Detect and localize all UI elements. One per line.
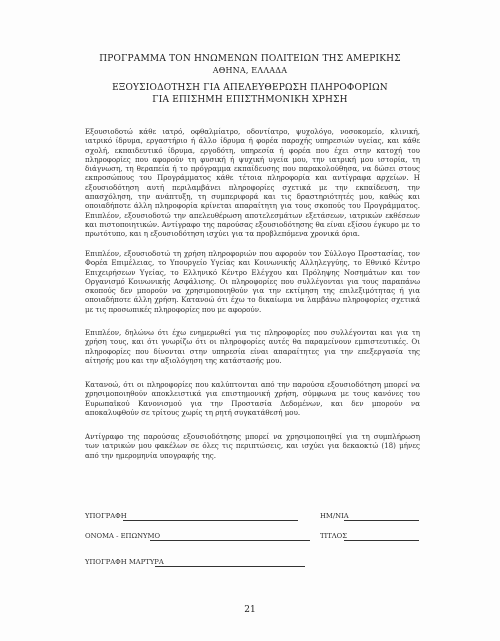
signature-line[interactable] <box>123 520 298 521</box>
header-line-1: ΠΡΟΓΡΑΜΜΑ ΤΟΝ ΗΝΩΜΕΝΩΝ ΠΟΛΙΤΕΙΩΝ ΤΗΣ ΑΜΕΡΙΚΗΣ <box>99 54 401 64</box>
date-line[interactable] <box>344 520 419 521</box>
name-line[interactable] <box>150 540 310 541</box>
signature-label: ΥΠΟΓΡΑΦΗ <box>85 512 127 520</box>
date-label: ΗΜ/ΝΙΑ <box>320 512 349 520</box>
witness-label: ΥΠΟΓΡΑΦΗ ΜΑΡΤΥΡΑ <box>85 558 164 566</box>
paragraph-1: Εξουσιοδοτώ κάθε ιατρό, οφθαλμίατρο, οδοντίατρο, ψυχολόγο, νοσοκομείο, κλινική, ιατρικό ίδρυμα, εργαστήριο ή άλλο ίδρυμα ή φορέα παροχής υπηρεσιών υγείας, και κάθε σχολή, εκπαιδευτικό ίδρυμα, εργοδότη, υπηρεσία ή φορέα που έχει στην κατοχή του πληροφορίες που αφορούν τη φυσική ή ψυχική υγεία μου, την ιατρική μου ιστορία, τη διάγνωση, τη θεραπεία ή το πρόγραμμα εκπαίδευσης που παρακολούθησα, να δώσει στους εκπροσώπους του Προγράμματος κάθε τέτοια πληροφορία και αντίγραφα αρχείων. Η εξουσιοδότηση αυτή περιλαμβάνει πληροφορίες σχετικά με την εκπαίδευση, την απασχόληση, την ανάπτυξη, τη συμπεριφορά και τις δραστηριότητές μου, καθώς και οποιαδήποτε άλλη πληροφορία κρίνεται απαραίτητη για τους σκοπούς του Προγράμματος. Επιπλέον, εξουσιοδοτώ την απελευθέρωση αποτελεσμάτων εξετάσεων, ιατρικών εκθέσεων και πιστοποιητικών. Αντίγραφο της παρούσας εξουσιοδότησης θα είναι εξίσου έγκυρο με το πρωτότυπο, και η εξουσιοδότηση ισχύει για τα προβλεπόμενα χρονικά όρια. <box>85 127 420 239</box>
title-line[interactable] <box>344 540 419 541</box>
name-label: ΟΝΟΜΑ - ΕΠΩΝΥΜΟ <box>85 532 161 540</box>
header-line-3: ΕΞΟΥΣΙΟΔΟΤΗΣΗ ΓΙΑ ΑΠΕΛΕΥΘΕΡΩΣΗ ΠΛΗΡΟΦΟΡΙΩΝ <box>112 83 388 93</box>
witness-line[interactable] <box>155 566 305 567</box>
paragraph-5: Αντίγραφο της παρούσας εξουσιοδότησης μπορεί να χρησιμοποιηθεί για τη συμπλήρωση των ιατρικών μου φακέλων σε όλες τις περιπτώσεις, και ισχύει για δεκαοκτώ (18) μήνες από την ημερομηνία υπογραφής της. <box>85 432 420 460</box>
header-line-4: ΓΙΑ ΕΠΙΣΗΜΗ ΕΠΙΣΤΗΜΟΝΙΚΗ ΧΡΗΣΗ <box>152 95 348 105</box>
paragraph-3: Επιπλέον, δηλώνω ότι έχω ενημερωθεί για τις πληροφορίες που συλλέγονται και για τη χρήση τους, και ότι γνωρίζω ότι οι πληροφορίες αυτές θα παραμείνουν εμπιστευτικές. Οι πληροφορίες που δίνονται στην υπηρεσία είναι απαραίτητες για την επεξεργασία της αίτησής μου και την αξιολόγηση της κατάστασής μου. <box>85 328 420 365</box>
paragraph-2: Επιπλέον, εξουσιοδοτώ τη χρήση πληροφοριών που αφορούν τον Σύλλογο Προστασίας, τον Φορέα Επιμέλειας, το Υπουργείο Υγείας και Κοινωνικής Αλληλεγγύης, το Εθνικό Κέντρο Επιχειρήσεων Υγείας, το Ελληνικό Κέντρο Ελέγχου και Πρόληψης Νοσημάτων και τον Οργανισμό Κοινωνικής Ασφάλισης. Οι πληροφορίες που συλλέγονται για τους παραπάνω σκοπούς δεν μπορούν να χρησιμοποιηθούν για την εκτίμηση της επιλεξιμότητας ή για οποιαδήποτε άλλη χρήση. Κατανοώ ότι έχω το δικαίωμα να λαμβάνω πληροφορίες σχετικά με τις προσωπικές πληροφορίες που με αφορούν. <box>85 249 420 314</box>
title-label: ΤΙΤΛΟΣ <box>320 532 348 540</box>
paragraph-4: Κατανοώ, ότι οι πληροφορίες που καλύπτονται από την παρούσα εξουσιοδότηση μπορεί να χρησιμοποιηθούν αποκλειστικά για επιστημονική χρήση, σύμφωνα με τους κανόνες του Ευρωπαϊκού Κανονισμού για την Προστασία Δεδομένων, και δεν μπορούν να αποκαλυφθούν σε τρίτους χωρίς τη ρητή συγκατάθεσή μου. <box>85 380 420 417</box>
header-line-2: ΑΘΗΝΑ, ΕΛΛΑΔΑ <box>212 66 288 75</box>
page-number: 21 <box>244 605 256 615</box>
